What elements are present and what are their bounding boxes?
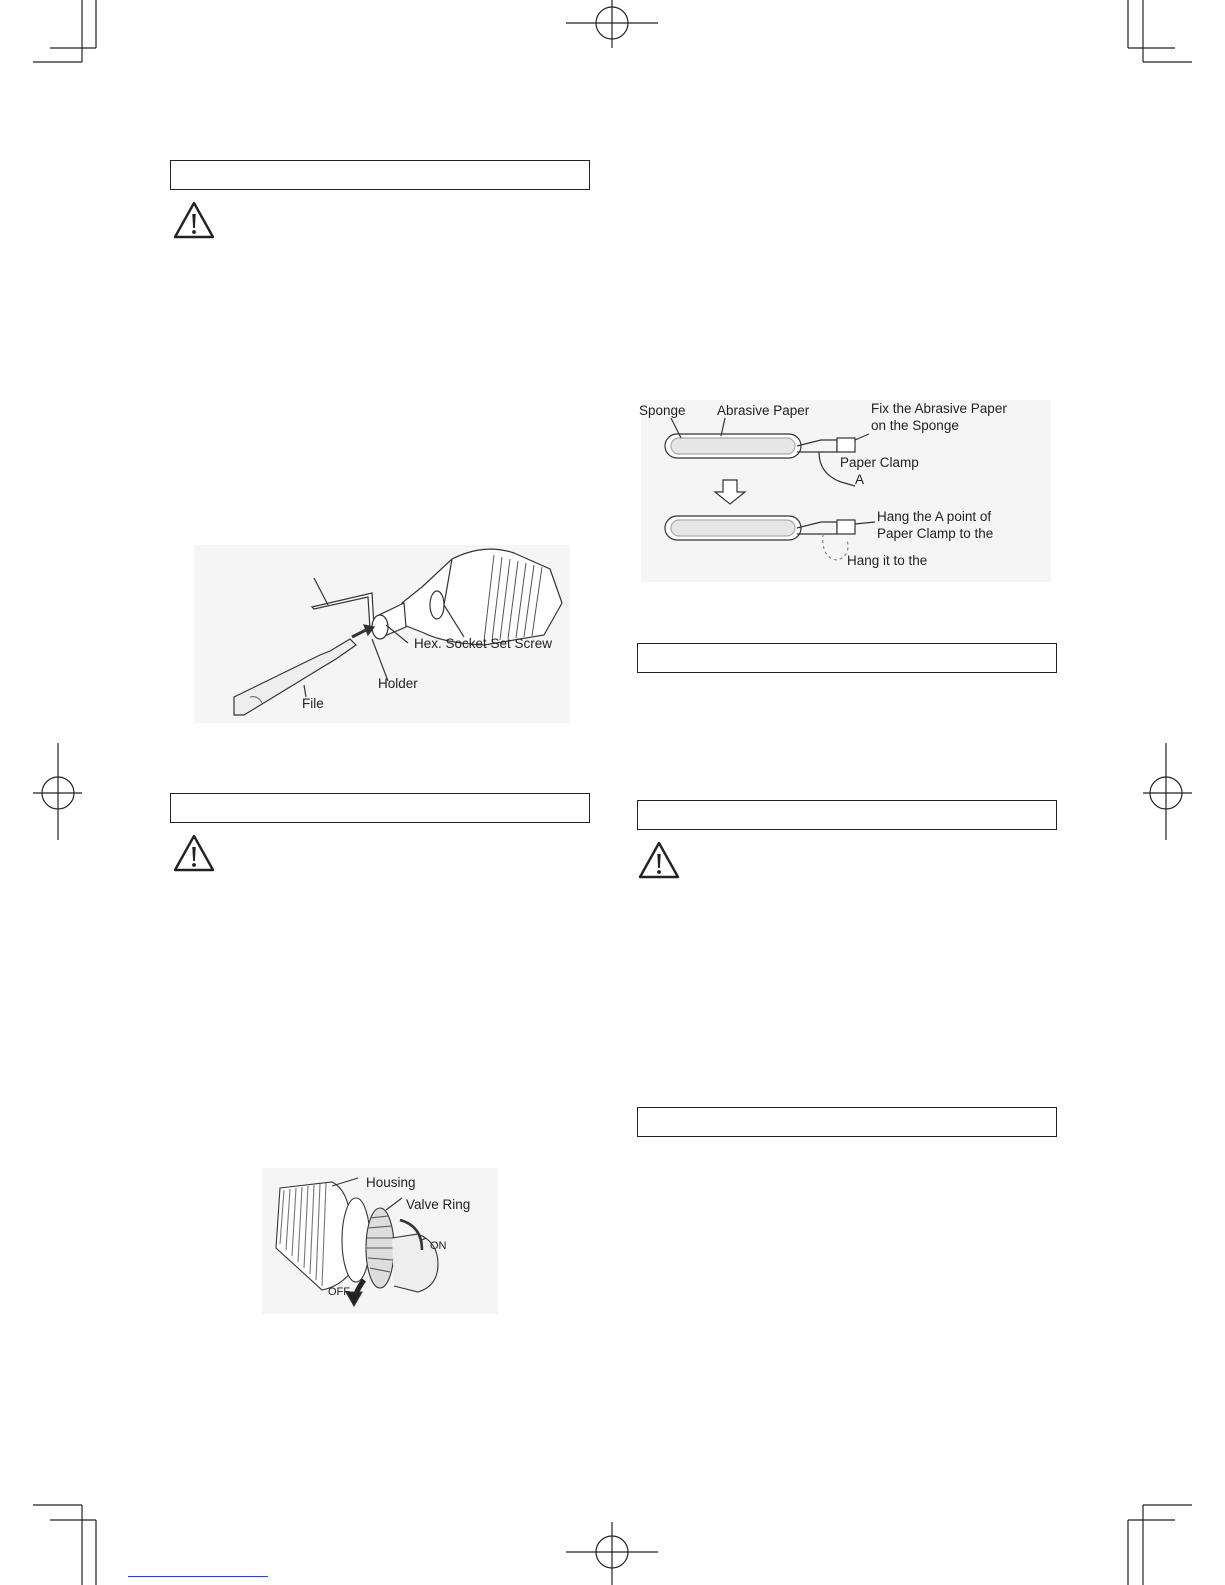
label-on: ON (430, 1240, 447, 1252)
section-header-box (170, 160, 590, 190)
warning-icon (172, 833, 216, 873)
abrasive-paper-figure (641, 400, 1051, 582)
file-holder-drawing (194, 545, 570, 723)
section-header-box (637, 1107, 1057, 1137)
label-hang-it: Hang it to the (847, 553, 928, 568)
label-file: File (302, 696, 324, 711)
warning-icon (172, 200, 216, 240)
label-sponge: Sponge (639, 403, 686, 418)
valve-ring-figure (262, 1168, 498, 1314)
label-hang-line2: Paper Clamp to the (877, 526, 994, 541)
label-off: OFF (328, 1286, 350, 1298)
label-fix-line2: on the Sponge (871, 418, 959, 433)
section-header-box (637, 643, 1057, 673)
footer-link-underline[interactable] (128, 1574, 268, 1577)
section-header-box (637, 800, 1057, 830)
label-abrasive-paper: Abrasive Paper (717, 403, 810, 418)
label-holder: Holder (378, 676, 418, 691)
label-valve-ring: Valve Ring (406, 1197, 471, 1212)
label-point-a: A (855, 472, 865, 487)
label-housing: Housing (366, 1175, 416, 1190)
label-paper-clamp: Paper Clamp (840, 455, 919, 470)
section-header-box (170, 793, 590, 823)
file-holder-figure (194, 545, 570, 723)
label-hang-line1: Hang the A point of (877, 509, 992, 524)
label-fix-line1: Fix the Abrasive Paper (871, 401, 1007, 416)
label-hex-socket-set-screw: Hex. Socket Set Screw (414, 636, 553, 651)
abrasive-paper-drawing (641, 400, 1051, 582)
warning-icon (637, 840, 681, 880)
